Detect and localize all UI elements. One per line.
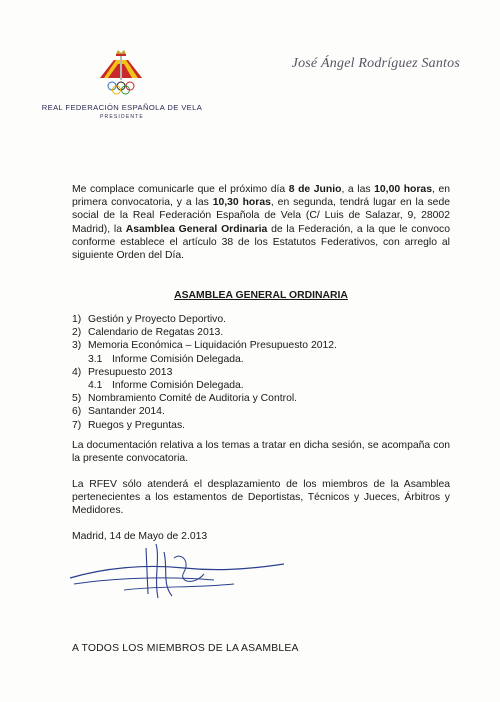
travel-paragraph: La RFEV sólo atenderá el desplazamiento de los miembros de la Asamblea pertenecientes a los estamentos de Deportistas, Técnicos y Jueces, Árbitros y Medidores. — [72, 479, 450, 517]
signature-scribble-icon — [64, 538, 314, 608]
assembly-title: ASAMBLEA GENERAL ORDINARIA — [174, 290, 348, 301]
agenda-list — [72, 313, 450, 432]
org-name: REAL FEDERACIÓN ESPAÑOLA DE VELA — [41, 103, 203, 112]
addressee-line: A TODOS LOS MIEMBROS DE LA ASAMBLEA — [72, 643, 299, 654]
agenda-subitem: 3.1 Informe Comisión Delegada. — [88, 353, 244, 365]
rfev-logo-icon — [92, 48, 150, 98]
intro-paragraph: Me complace comunicarle que el próximo día 8 de Junio, a las 10,00 horas, en primera convocatoria, y a las 10,30 horas, en segunda, tendrá lugar en la sede social de la Real Federación Española de Vela (C/ Luis de Salazar, 9, 28002 Madrid), la Asamblea General Ordinaria de la Federación, a la que le convoco conforme establece el artículo 38 de los Estatutos Federativos, con arreglo al siguiente Orden del Día. — [72, 184, 451, 262]
documentation-paragraph: La documentación relativa a los temas a tratar en dicha sesión, se acompaña con la presente convocatoria. — [72, 440, 450, 465]
agenda-subitem: 4.1 Informe Comisión Delegada. — [88, 380, 244, 392]
agenda-item: 1) Gestión y Proyecto Deportivo. — [72, 314, 227, 325]
agenda-item: 3) Memoria Económica – Liquidación Presupuesto 2012. — [72, 340, 337, 352]
agenda-item: 2) Calendario de Regatas 2013. — [72, 327, 224, 339]
agenda-item: 7) Ruegos y Preguntas. — [72, 419, 186, 431]
agenda-item: 6) Santander 2014. — [72, 406, 165, 418]
agenda-item: 4) Presupuesto 2013 — [72, 366, 173, 378]
president-name: José Ángel Rodríguez Santos — [291, 56, 460, 71]
date-line: Madrid, 14 de Mayo de 2.013 — [72, 531, 208, 542]
agenda-item: 5) Nombramiento Comité de Auditoria y Control. — [72, 393, 298, 405]
org-role: PRESIDENTE — [100, 114, 144, 120]
